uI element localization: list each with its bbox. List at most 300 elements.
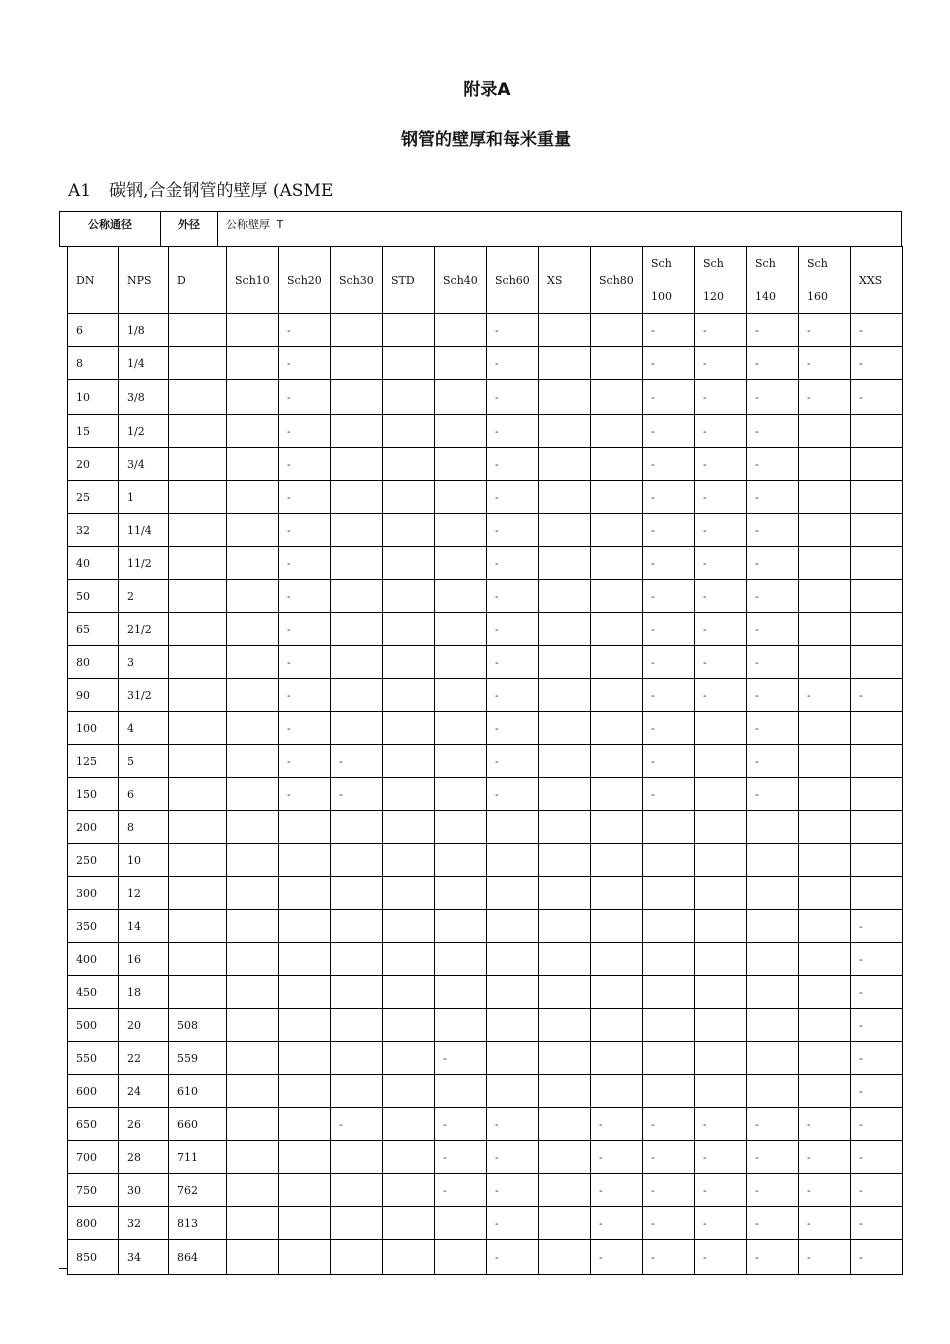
table-cell: - <box>799 1240 851 1275</box>
table-cell <box>747 844 799 877</box>
table-cell: - <box>487 347 539 380</box>
table-cell <box>487 877 539 910</box>
table-cell: - <box>487 778 539 811</box>
table-cell <box>227 1240 279 1275</box>
table-cell: - <box>591 1108 643 1141</box>
table-cell <box>435 712 487 745</box>
table-cell <box>383 910 435 943</box>
table-cell <box>331 877 383 910</box>
column-header: XS <box>539 247 591 314</box>
table-cell: - <box>851 1174 903 1207</box>
table-cell <box>591 646 643 679</box>
table-cell <box>539 415 591 448</box>
table-row <box>68 1174 903 1207</box>
table-cell <box>539 811 591 844</box>
table-cell: 3/8 <box>119 380 169 415</box>
table-cell <box>227 1042 279 1075</box>
table-cell <box>643 943 695 976</box>
table-cell: - <box>643 514 695 547</box>
table-cell <box>591 1009 643 1042</box>
table-row <box>68 1009 903 1042</box>
table-cell: - <box>695 679 747 712</box>
table-cell <box>227 481 279 514</box>
table-cell <box>331 712 383 745</box>
table-cell <box>487 910 539 943</box>
table-cell <box>331 811 383 844</box>
table-cell: - <box>799 1174 851 1207</box>
table-cell: - <box>747 415 799 448</box>
table-cell <box>539 347 591 380</box>
table-cell: 8 <box>68 347 119 380</box>
table-cell <box>435 1075 487 1108</box>
table-cell <box>331 347 383 380</box>
table-cell <box>227 347 279 380</box>
table-cell <box>851 514 903 547</box>
table-group-header <box>59 211 902 247</box>
table-cell: 559 <box>169 1042 227 1075</box>
table-cell: - <box>487 1108 539 1141</box>
table-cell: - <box>279 613 331 646</box>
table-cell: - <box>487 679 539 712</box>
table-row <box>68 580 903 613</box>
table-cell: - <box>851 1009 903 1042</box>
group-header-wall-thickness: 公称壁厚 T <box>226 218 284 231</box>
table-cell: 11/4 <box>119 514 169 547</box>
column-header: Sch 160 <box>799 247 851 314</box>
table-cell: - <box>747 514 799 547</box>
table-cell: - <box>279 580 331 613</box>
table-cell: 6 <box>119 778 169 811</box>
table-cell <box>487 1075 539 1108</box>
table-cell <box>539 448 591 481</box>
table-row <box>68 314 903 347</box>
table-cell: - <box>747 679 799 712</box>
table-cell <box>643 1075 695 1108</box>
table-cell <box>435 580 487 613</box>
table-cell <box>279 877 331 910</box>
table-cell <box>227 712 279 745</box>
table-cell: - <box>487 415 539 448</box>
table-cell <box>169 910 227 943</box>
table-cell: - <box>643 1174 695 1207</box>
table-row <box>68 943 903 976</box>
table-cell: 150 <box>68 778 119 811</box>
column-header: Sch10 <box>227 247 279 314</box>
table-row <box>68 448 903 481</box>
table-cell <box>169 347 227 380</box>
table-cell <box>169 646 227 679</box>
table-cell <box>383 380 435 415</box>
table-cell <box>851 778 903 811</box>
table-cell: 1 <box>119 481 169 514</box>
table-row <box>68 679 903 712</box>
table-cell <box>695 1075 747 1108</box>
table-cell <box>539 1042 591 1075</box>
table-cell <box>539 514 591 547</box>
table-cell <box>539 646 591 679</box>
table-row <box>68 778 903 811</box>
table-cell <box>591 314 643 347</box>
table-cell <box>169 778 227 811</box>
table-cell: - <box>643 1207 695 1240</box>
table-cell <box>695 712 747 745</box>
table-cell <box>279 1240 331 1275</box>
table-cell <box>643 1009 695 1042</box>
section-title: 碳钢,合金钢管的壁厚 (ASME <box>109 181 334 201</box>
table-cell: - <box>279 679 331 712</box>
table-cell: 15 <box>68 415 119 448</box>
table-cell: 3 <box>119 646 169 679</box>
table-cell: - <box>279 778 331 811</box>
table-cell <box>331 943 383 976</box>
table-cell: - <box>643 1108 695 1141</box>
table-cell <box>799 415 851 448</box>
table-cell <box>799 877 851 910</box>
table-cell <box>539 547 591 580</box>
table-header-row <box>68 247 903 314</box>
table-cell <box>695 910 747 943</box>
table-cell <box>435 481 487 514</box>
table-cell: 813 <box>169 1207 227 1240</box>
column-header: Sch 100 <box>643 247 695 314</box>
table-cell: - <box>331 778 383 811</box>
table-cell: - <box>435 1141 487 1174</box>
table-cell: 11/2 <box>119 547 169 580</box>
table-cell: - <box>643 448 695 481</box>
table-cell: - <box>643 778 695 811</box>
table-cell <box>851 481 903 514</box>
table-cell <box>799 646 851 679</box>
table-cell: 500 <box>68 1009 119 1042</box>
table-cell <box>695 877 747 910</box>
table-cell <box>383 1174 435 1207</box>
table-cell: - <box>487 314 539 347</box>
table-cell <box>279 976 331 1009</box>
table-cell <box>383 1009 435 1042</box>
table-cell <box>591 415 643 448</box>
table-cell: - <box>279 380 331 415</box>
table-cell: 660 <box>169 1108 227 1141</box>
table-cell: 32 <box>119 1207 169 1240</box>
table-cell <box>591 448 643 481</box>
table-cell <box>227 1141 279 1174</box>
table-cell <box>331 380 383 415</box>
table-cell: 600 <box>68 1075 119 1108</box>
table-cell <box>279 1009 331 1042</box>
table-cell: 800 <box>68 1207 119 1240</box>
table-cell: 90 <box>68 679 119 712</box>
table-cell: 1/8 <box>119 314 169 347</box>
table-cell: - <box>851 1141 903 1174</box>
table-cell: - <box>851 679 903 712</box>
table-cell <box>487 976 539 1009</box>
section-heading <box>68 176 333 201</box>
table-cell: 16 <box>119 943 169 976</box>
table-cell: - <box>851 1108 903 1141</box>
table-row <box>68 877 903 910</box>
table-cell: - <box>747 481 799 514</box>
table-cell <box>383 778 435 811</box>
table-cell: - <box>695 646 747 679</box>
table-cell <box>539 679 591 712</box>
table-cell: - <box>747 1141 799 1174</box>
table-cell: 26 <box>119 1108 169 1141</box>
table-cell <box>383 1075 435 1108</box>
table-cell <box>851 448 903 481</box>
table-cell <box>747 943 799 976</box>
table-cell <box>435 877 487 910</box>
table-cell: 762 <box>169 1174 227 1207</box>
table-cell <box>279 1141 331 1174</box>
group-header-outer-diameter: 外径 <box>161 212 218 246</box>
table-cell <box>539 1240 591 1275</box>
table-cell <box>747 976 799 1009</box>
table-cell: - <box>279 481 331 514</box>
table-cell <box>747 1042 799 1075</box>
table-cell <box>591 778 643 811</box>
table-cell <box>539 745 591 778</box>
table-cell: - <box>643 580 695 613</box>
table-cell <box>591 943 643 976</box>
table-cell: - <box>487 547 539 580</box>
column-header: DN <box>68 247 119 314</box>
table-cell: - <box>487 613 539 646</box>
table-cell <box>591 347 643 380</box>
table-cell <box>331 976 383 1009</box>
table-cell <box>799 943 851 976</box>
table-cell: - <box>591 1174 643 1207</box>
table-cell <box>487 844 539 877</box>
table-cell: 80 <box>68 646 119 679</box>
table-cell: 10 <box>68 380 119 415</box>
table-cell: 25 <box>68 481 119 514</box>
table-cell <box>435 844 487 877</box>
appendix-title: 附录A <box>463 80 511 100</box>
table-cell <box>227 910 279 943</box>
table-cell <box>279 1042 331 1075</box>
table-cell: - <box>279 415 331 448</box>
table-cell <box>169 415 227 448</box>
table-cell: - <box>643 712 695 745</box>
table-cell <box>169 976 227 1009</box>
table-cell <box>487 1042 539 1075</box>
table-cell <box>695 1042 747 1075</box>
table-cell <box>169 943 227 976</box>
table-cell <box>851 547 903 580</box>
table-cell <box>799 745 851 778</box>
table-cell <box>643 877 695 910</box>
table-cell: - <box>695 415 747 448</box>
table-cell <box>383 1207 435 1240</box>
table-cell <box>383 481 435 514</box>
table-cell: - <box>643 347 695 380</box>
table-cell <box>169 481 227 514</box>
table-cell <box>169 547 227 580</box>
table-cell: 40 <box>68 547 119 580</box>
table-cell <box>799 712 851 745</box>
table-cell <box>539 1207 591 1240</box>
table-cell <box>591 844 643 877</box>
table-cell <box>435 745 487 778</box>
table-cell: - <box>643 1240 695 1275</box>
table-cell: - <box>851 1042 903 1075</box>
table-row <box>68 1240 903 1275</box>
table-cell: - <box>279 745 331 778</box>
table-cell <box>591 580 643 613</box>
table-cell <box>643 976 695 1009</box>
table-cell: - <box>747 646 799 679</box>
table-cell <box>279 811 331 844</box>
table-cell <box>591 1042 643 1075</box>
table-cell <box>435 380 487 415</box>
table-cell <box>227 811 279 844</box>
table-cell <box>169 844 227 877</box>
table-cell: - <box>747 1174 799 1207</box>
table-cell: - <box>331 745 383 778</box>
table-cell: - <box>487 514 539 547</box>
table-row <box>68 1042 903 1075</box>
table-cell <box>383 580 435 613</box>
table-cell: 2 <box>119 580 169 613</box>
table-cell <box>331 1075 383 1108</box>
table-cell: - <box>487 1207 539 1240</box>
column-header: Sch 120 <box>695 247 747 314</box>
table-cell <box>799 1042 851 1075</box>
table-cell <box>747 910 799 943</box>
table-cell: - <box>279 547 331 580</box>
table-cell <box>435 811 487 844</box>
table-cell: - <box>747 613 799 646</box>
table-cell <box>539 314 591 347</box>
table-cell <box>435 514 487 547</box>
table-cell <box>227 547 279 580</box>
table-cell: - <box>695 448 747 481</box>
table-cell <box>383 712 435 745</box>
table-cell: - <box>747 712 799 745</box>
table-cell <box>227 844 279 877</box>
table-cell <box>331 844 383 877</box>
table-cell <box>331 415 383 448</box>
table-cell <box>643 844 695 877</box>
table-cell <box>487 1009 539 1042</box>
table-cell <box>695 844 747 877</box>
table-cell: - <box>695 613 747 646</box>
table-cell <box>435 547 487 580</box>
column-header: Sch60 <box>487 247 539 314</box>
table-cell <box>799 613 851 646</box>
table-cell: 22 <box>119 1042 169 1075</box>
table-cell <box>799 1009 851 1042</box>
table-cell <box>227 1075 279 1108</box>
table-row <box>68 976 903 1009</box>
table-cell: - <box>695 1174 747 1207</box>
table-cell: - <box>695 314 747 347</box>
table-cell: - <box>799 1141 851 1174</box>
table-cell: 28 <box>119 1141 169 1174</box>
table-cell <box>435 976 487 1009</box>
table-cell <box>695 1009 747 1042</box>
table-row <box>68 1075 903 1108</box>
table-cell <box>383 1240 435 1275</box>
table-cell <box>591 547 643 580</box>
table-cell: 700 <box>68 1141 119 1174</box>
table-cell: 1/4 <box>119 347 169 380</box>
table-cell <box>435 1009 487 1042</box>
table-cell <box>435 679 487 712</box>
table-cell <box>383 679 435 712</box>
table-cell <box>169 811 227 844</box>
table-cell: - <box>279 347 331 380</box>
column-header: Sch40 <box>435 247 487 314</box>
table-cell <box>435 613 487 646</box>
table-cell <box>539 877 591 910</box>
table-cell <box>591 1075 643 1108</box>
column-header: D <box>169 247 227 314</box>
table-cell: - <box>643 380 695 415</box>
table-cell: - <box>487 481 539 514</box>
table-cell <box>279 1174 331 1207</box>
table-cell <box>799 844 851 877</box>
table-cell <box>169 679 227 712</box>
table-row <box>68 347 903 380</box>
table-cell <box>539 844 591 877</box>
table-cell: - <box>279 314 331 347</box>
table-cell <box>331 481 383 514</box>
table-cell <box>851 712 903 745</box>
table-cell <box>279 910 331 943</box>
table-cell <box>383 976 435 1009</box>
table-row <box>68 712 903 745</box>
table-cell <box>169 514 227 547</box>
table-cell: 12 <box>119 877 169 910</box>
table-cell: - <box>643 679 695 712</box>
table-cell <box>169 877 227 910</box>
table-cell: - <box>799 679 851 712</box>
table-cell <box>435 347 487 380</box>
table-cell <box>227 1207 279 1240</box>
table-cell: - <box>851 1240 903 1275</box>
table-cell <box>227 514 279 547</box>
table-cell <box>643 811 695 844</box>
table-cell <box>643 1042 695 1075</box>
table-cell: - <box>799 1108 851 1141</box>
table-cell: - <box>695 514 747 547</box>
table-row <box>68 745 903 778</box>
table-cell <box>169 314 227 347</box>
table-row <box>68 1207 903 1240</box>
table-cell: - <box>747 1207 799 1240</box>
table-cell <box>383 448 435 481</box>
table-cell <box>383 1108 435 1141</box>
table-cell <box>169 380 227 415</box>
table-cell: - <box>695 1141 747 1174</box>
table-cell: - <box>487 580 539 613</box>
table-cell <box>539 380 591 415</box>
table-cell <box>331 1240 383 1275</box>
table-cell: 1/2 <box>119 415 169 448</box>
table-cell <box>227 314 279 347</box>
table-cell <box>591 481 643 514</box>
table-cell: 100 <box>68 712 119 745</box>
table-cell <box>539 910 591 943</box>
table-cell: - <box>487 646 539 679</box>
table-cell: - <box>747 380 799 415</box>
table-cell: - <box>747 745 799 778</box>
table-cell <box>539 1009 591 1042</box>
table-cell <box>227 580 279 613</box>
table-cell: 3/4 <box>119 448 169 481</box>
table-cell: - <box>643 547 695 580</box>
